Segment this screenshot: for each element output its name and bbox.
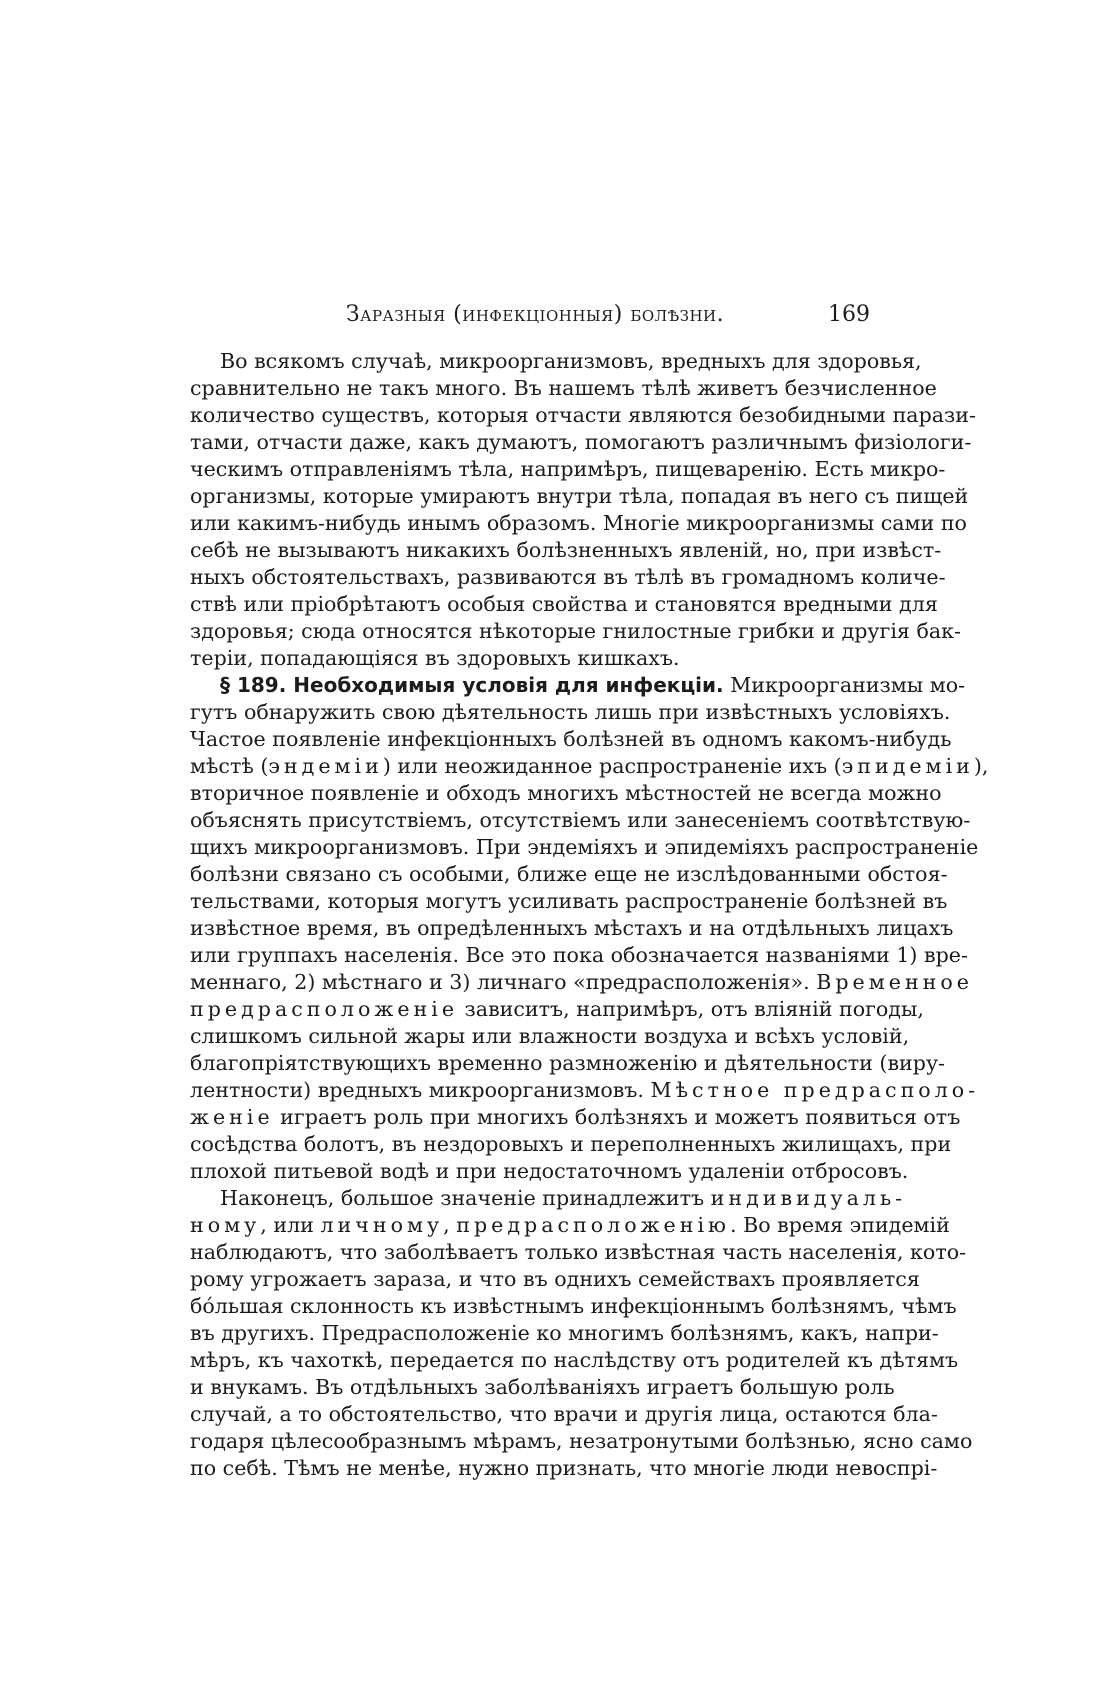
text-fragment: Микроорганизмы мо- <box>730 673 966 697</box>
running-head <box>190 302 880 332</box>
spaced-term: женіе <box>190 1105 274 1129</box>
text-line: болѣзни связано съ особыми, ближе еще не изслѣдованными обстоя- <box>190 862 948 886</box>
text-line: рому угрожаетъ зараза, и что въ однихъ семействахъ проявляется <box>190 1267 920 1291</box>
text-fragment: . Во время эпидемій <box>729 1213 950 1237</box>
running-title: Заразныя (инфекціонныя) болѣзни. <box>345 302 725 327</box>
text-line <box>190 996 924 1023</box>
text-line: бо́льшая склонность къ извѣстнымъ инфекціоннымъ болѣзнямъ, чѣмъ <box>190 1294 957 1318</box>
text-line: и внукамъ. Въ отдѣльныхъ заболѣваніяхъ играетъ большую роль <box>190 1375 895 1399</box>
text-line: мѣръ, къ чахоткѣ, передается по наслѣдству отъ родителей къ дѣтямъ <box>190 1348 959 1372</box>
text-line: организмы, которые умираютъ внутри тѣла, попадая въ него съ пищей <box>190 484 969 508</box>
section-heading: § 189. Необходимыя условія для инфекціи. <box>220 673 724 697</box>
body-text <box>190 348 989 1482</box>
text-line: или группахъ населенія. Все это пока обозначается названіями 1) вре- <box>190 943 968 967</box>
text-fragment: ), <box>973 754 989 778</box>
text-line: въ другихъ. Предрасположеніе ко многимъ болѣзнямъ, какъ, напри- <box>190 1321 939 1345</box>
text-line <box>190 1185 907 1212</box>
spaced-term: личному <box>320 1213 444 1237</box>
text-line: вторичное появленіе и обходъ многихъ мѣстностей не всегда можно <box>190 781 942 805</box>
text-line: здоровья; сюда относятся нѣкоторые гнилостные грибки и другія бак- <box>190 619 961 643</box>
text-fragment: играетъ роль при многихъ болѣзняхъ и можетъ появиться отъ <box>273 1105 961 1129</box>
spaced-term: Временное <box>816 970 973 994</box>
spaced-term: предрасположеніе <box>190 997 459 1021</box>
text-line <box>190 969 973 996</box>
text-line: сосѣдства болотъ, въ нездоровыхъ и переполненныхъ жилищахъ, при <box>190 1132 952 1156</box>
text-line: теріи, попадающіяся въ здоровыхъ кишкахъ. <box>190 646 680 670</box>
spaced-term: предрасположенію <box>456 1213 730 1237</box>
text-line: Во всякомъ случаѣ, микроорганизмовъ, вредныхъ для здоровья, <box>220 349 922 373</box>
text-line: или какимъ-нибудь инымъ образомъ. Многіе микроорганизмы сами по <box>190 511 967 535</box>
text-line: наблюдаютъ, что заболѣваетъ только извѣстная часть населенія, кото- <box>190 1240 967 1264</box>
text-line: сравнительно не такъ много. Въ нашемъ тѣлѣ живетъ безчисленное <box>190 376 937 400</box>
text-line <box>190 1212 950 1239</box>
text-fragment: Наконецъ, большое значеніе принадлежитъ <box>220 1186 711 1210</box>
text-line: извѣстное время, въ опредѣленныхъ мѣстахъ и на отдѣльныхъ лицахъ <box>190 916 954 940</box>
spaced-term: эпидеміи <box>841 754 974 778</box>
text-fragment: ) или неожиданное распространеніе ихъ ( <box>382 754 842 778</box>
text-line: себѣ не вызываютъ никакихъ болѣзненныхъ явленій, но, при извѣст- <box>190 538 942 562</box>
page-number: 169 <box>828 302 870 327</box>
text-fragment: , или <box>260 1213 321 1237</box>
text-line: плохой питьевой водѣ и при недостаточномъ удаленіи отбросовъ. <box>190 1159 909 1183</box>
text-line: случай, а то обстоятельство, что врачи и другія лица, остаются бла- <box>190 1402 938 1426</box>
text-fragment: лентности) вредныхъ микроорганизмовъ. <box>190 1078 651 1102</box>
text-line: гутъ обнаружить свою дѣятельность лишь при извѣстныхъ условіяхъ. <box>190 700 951 724</box>
text-fragment: , <box>443 1213 457 1237</box>
spaced-term: Мѣстное предрасполо- <box>650 1078 980 1102</box>
spaced-term: индивидуаль- <box>710 1186 907 1210</box>
text-line <box>190 753 989 780</box>
text-line: по себѣ. Тѣмъ не менѣе, нужно признать, что многіе люди невоспрі- <box>190 1456 938 1480</box>
text-fragment: зависитъ, напримѣръ, отъ вліяній погоды, <box>458 997 924 1021</box>
spaced-term: ному <box>190 1213 261 1237</box>
section-heading-line <box>190 672 966 699</box>
text-fragment: мѣстѣ ( <box>190 754 269 778</box>
text-fragment: меннаго, 2) мѣстнаго и 3) личнаго «предрасположенія». <box>190 970 817 994</box>
text-line: тами, отчасти даже, какъ думаютъ, помогаютъ различнымъ физіологи- <box>190 430 972 454</box>
text-line: щихъ микроорганизмовъ. При эндеміяхъ и эпидеміяхъ распространеніе <box>190 835 979 859</box>
text-line: тельствами, которыя могутъ усиливать распространеніе болѣзней въ <box>190 889 948 913</box>
text-line <box>190 1104 961 1131</box>
text-line: слишкомъ сильной жары или влажности воздуха и всѣхъ условій, <box>190 1024 910 1048</box>
text-line: годаря цѣлесообразнымъ мѣрамъ, незатронутыми болѣзнью, ясно само <box>190 1429 973 1453</box>
text-line: ческимъ отправленіямъ тѣла, напримѣръ, пищеваренію. Есть микро- <box>190 457 946 481</box>
text-line: объяснять присутствіемъ, отсутствіемъ или занесеніемъ соотвѣтствую- <box>190 808 971 832</box>
spaced-term: эндеміи <box>268 754 383 778</box>
text-line <box>190 1077 980 1104</box>
text-line: ныхъ обстоятельствахъ, развиваются въ тѣлѣ въ громадномъ количе- <box>190 565 946 589</box>
text-line: Частое появленіе инфекціонныхъ болѣзней въ одномъ какомъ-нибудь <box>190 727 952 751</box>
text-line: ствѣ или пріобрѣтаютъ особыя свойства и становятся вредными для <box>190 592 938 616</box>
text-line: количество существъ, которыя отчасти являются безобидными парази- <box>190 403 976 427</box>
text-line: благопріятствующихъ временно размноженію и дѣятельности (виру- <box>190 1051 946 1075</box>
